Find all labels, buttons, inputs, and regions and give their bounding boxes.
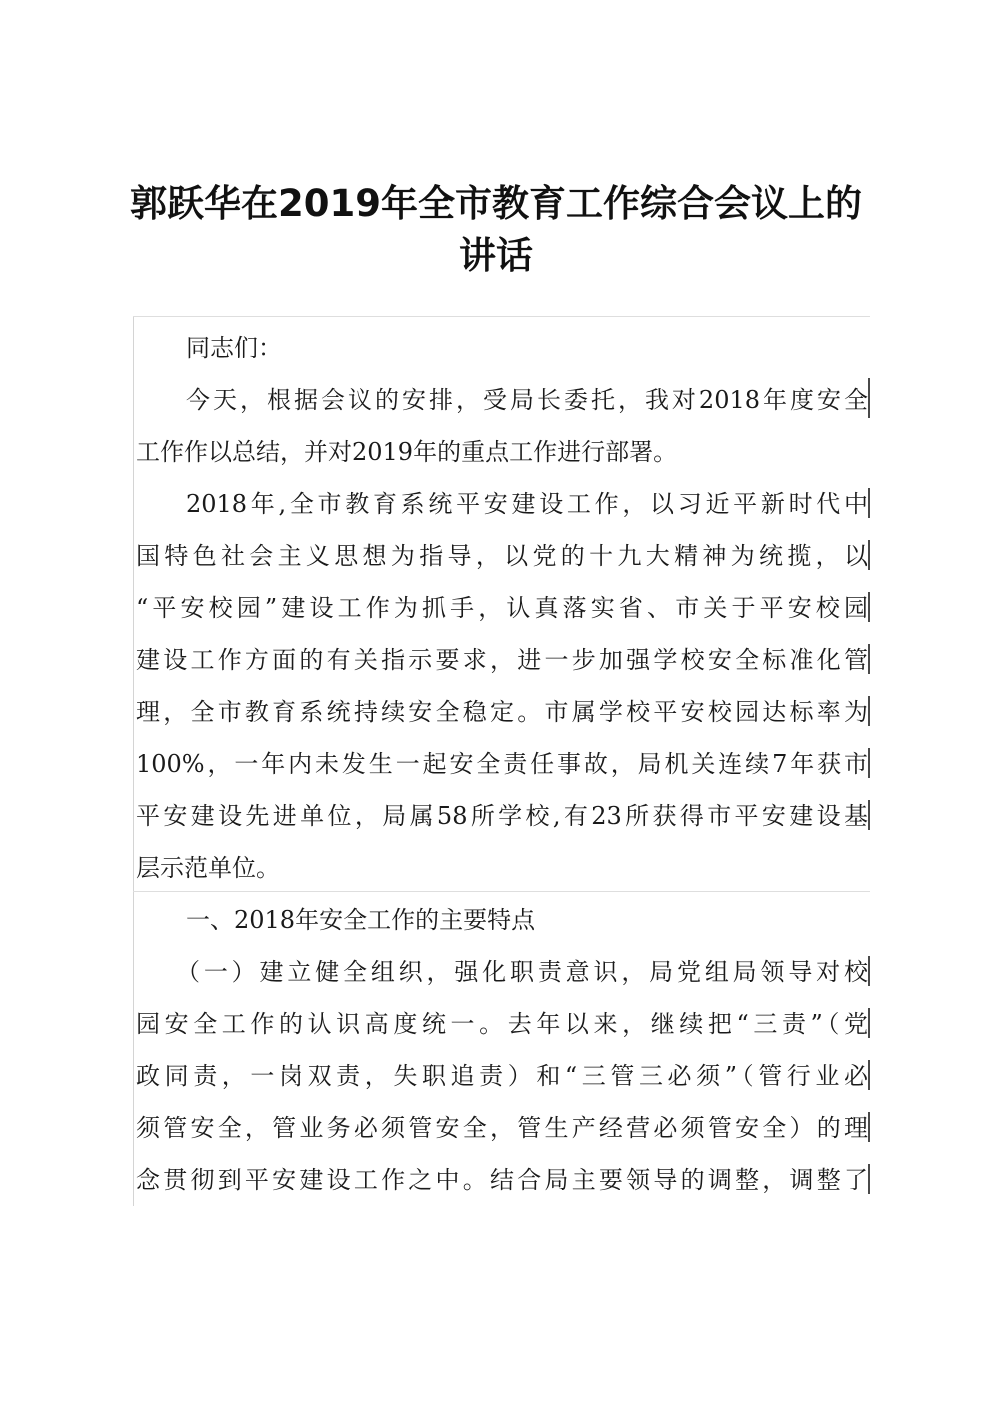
text-line: 须管安全，管业务必须管安全，管生产经营必须管安全）的理	[136, 1114, 868, 1142]
text-line: 园安全工作的认识高度统一。去年以来，继续把“三责”（党	[136, 1010, 868, 1038]
right-margin-tick	[868, 488, 870, 518]
text-line: 平安建设先进单位，局属58所学校,有23所获得市平安建设基	[136, 802, 868, 830]
text-line: 政同责，一岗双责，失职追责）和“三管三必须”（管行业必	[136, 1062, 868, 1090]
document-title-line-2: 讲话	[459, 234, 533, 277]
text-line: “平安校园”建设工作为抓手，认真落实省、市关于平安校园	[136, 594, 868, 622]
right-margin-tick	[868, 1164, 870, 1194]
text-line: 建设工作方面的有关指示要求，进一步加强学校安全标准化管	[136, 646, 868, 674]
right-margin-tick	[868, 1008, 870, 1038]
text-line: 2018年,全市教育系统平安建设工作，以习近平新时代中	[186, 490, 868, 518]
right-margin-tick	[868, 378, 870, 418]
section-divider-line	[133, 891, 870, 892]
right-margin-tick	[868, 748, 870, 778]
text-line: 今天，根据会议的安排，受局长委托，我对2018年度安全	[186, 386, 868, 414]
right-margin-tick	[868, 644, 870, 674]
top-border-line	[133, 316, 870, 317]
text-line: 念贯彻到平安建设工作之中。结合局主要领导的调整，调整了	[136, 1166, 868, 1194]
right-margin-tick	[868, 800, 870, 830]
right-margin-tick	[868, 1060, 870, 1090]
right-margin-tick	[868, 956, 870, 986]
text-line: 层示范单位。	[136, 854, 280, 882]
left-margin-line	[133, 316, 134, 1206]
document-title-line-1: 郭跃华在2019年全市教育工作综合会议上的	[130, 182, 862, 225]
text-line: 国特色社会主义思想为指导，以党的十九大精神为统揽，以	[136, 542, 868, 570]
text-line: 工作作以总结，并对2019年的重点工作进行部署。	[136, 438, 678, 466]
right-margin-tick	[868, 696, 870, 726]
right-margin-tick	[868, 540, 870, 570]
text-line: 理，全市教育系统持续安全稳定。市属学校平安校园达标率为	[136, 698, 868, 726]
section-heading: 一、2018年安全工作的主要特点	[186, 906, 536, 934]
text-line: 同志们：	[186, 334, 282, 362]
text-line: （一）建立健全组织，强化职责意识，局党组局领导对校	[176, 958, 868, 986]
text-line: 100%，一年内未发生一起安全责任事故，局机关连续7年获市	[136, 750, 868, 778]
right-margin-tick	[868, 592, 870, 622]
right-margin-tick	[868, 1112, 870, 1142]
